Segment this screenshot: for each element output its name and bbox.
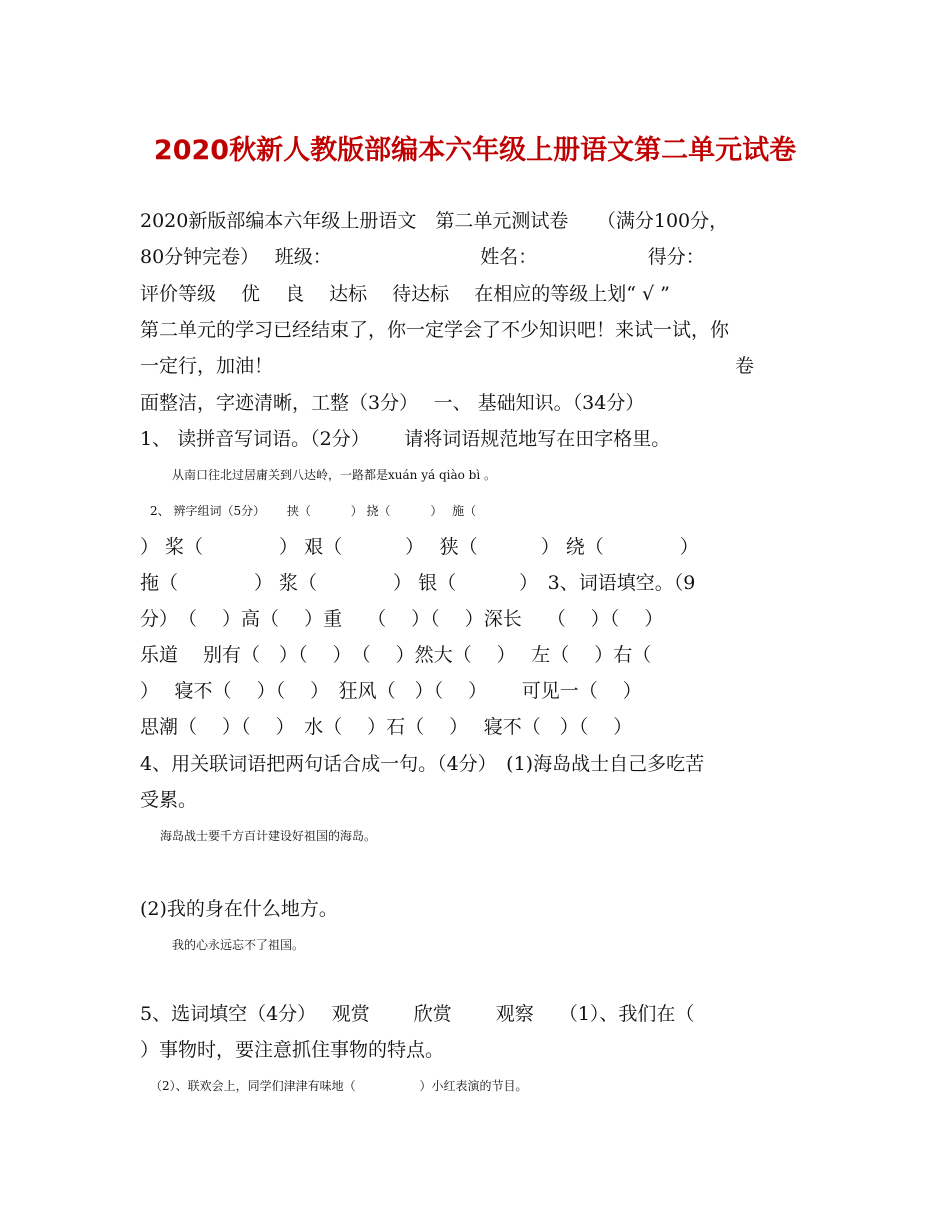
page-title: 2020秋新人教版部编本六年级上册语文第二单元试卷: [153, 135, 797, 166]
question-3-line-3: ） 寝不（ ）（ ） 狂风（ ）（ ） 可见一（ ）: [140, 680, 642, 702]
evaluation-line: 评价等级 优 良 达标 待达标 在相应的等级上划“ √ ”: [140, 283, 670, 305]
question-2-line-2: ） 桨（ ） 艰（ ） 狭（ ） 绕（ ）: [140, 536, 699, 558]
question-1-content: 从南口往北过居庸关到八达岭，一路都是xuán yá qiào bì 。: [172, 468, 496, 482]
question-2-line-1: 2、 辨字组词（5分） 挟（ ） 挠（ ） 施（: [150, 504, 477, 518]
header-line-2: 80分钟完卷） 班级： 姓名： 得分：: [140, 246, 705, 268]
question-3-line-1: 分） （ ）高（ ）重 （ ）（ ）深长 （ ）（ ）: [140, 608, 664, 630]
question-5-line-3: （2）、联欢会上，同学们津津有味地（ ）小红表演的节目。: [150, 1079, 528, 1093]
question-5-line-2: ）事物时，要注意抓住事物的特点。: [140, 1039, 445, 1061]
header-line-1: 2020新版部编本六年级上册语文 第二单元测试卷 （满分100分，: [140, 210, 729, 232]
question-4-line-2: 受累。: [140, 789, 198, 811]
question-5-heading: 5、选词填空（4分） 观赏 欣赏 观察 （1）、我们在（: [140, 1003, 695, 1025]
question-4-sentence-2a: (2)我的身在什么地方。: [140, 898, 338, 920]
question-4-sentence-1b: 海岛战士要千方百计建设好祖国的海岛。: [160, 829, 377, 843]
intro-line-1: 第二单元的学习已经结束了，你一定学会了不少知识吧！来试一试，你: [140, 319, 730, 341]
intro-line-2: 一定行，加油！ 卷: [140, 355, 755, 377]
question-4-sentence-2b: 我的心永远忘不了祖国。: [172, 938, 305, 952]
section-one-heading: 面整洁，字迹清晰，工整（3分） 一、 基础知识。（34分）: [140, 392, 645, 414]
question-4-heading: 4、用关联词语把两句话合成一句。（4分） (1)海岛战士自己多吃苦: [140, 753, 705, 775]
question-1-heading: 1、 读拼音写词语。（2分） 请将词语规范地写在田字格里。: [140, 428, 671, 450]
question-2-line-3: 拖（ ） 浆（ ） 银（ ） 3、词语填空。（9: [140, 572, 696, 594]
question-3-line-2: 乐道 别有（ ）（ ） （ ）然大（ ） 左（ ）右（: [140, 644, 652, 666]
question-3-line-4: 思潮（ ）（ ） 水（ ）石（ ） 寝不（ ）（ ）: [140, 716, 633, 738]
